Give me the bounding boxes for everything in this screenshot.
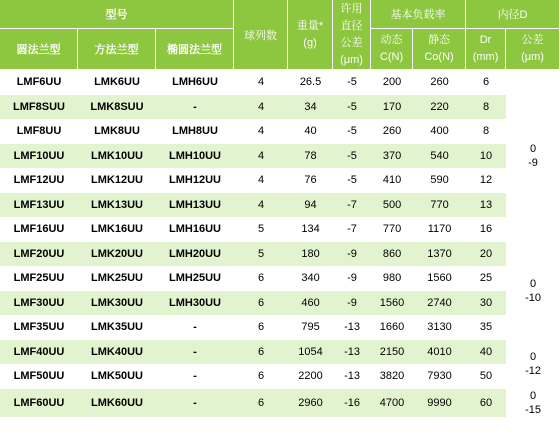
round-flange-cell: LMF8UU	[0, 119, 78, 144]
square-flange-cell: LMK16UU	[78, 217, 156, 242]
dr-cell: 6	[466, 70, 506, 95]
oval-flange-cell: -	[156, 95, 234, 120]
tolerance-lower: -15	[525, 403, 541, 416]
eccentricity-cell: -5	[333, 144, 371, 169]
oval-flange-cell: LMH6UU	[156, 70, 234, 95]
dynamic-load-cell: 200	[371, 70, 413, 95]
tolerance-lower: -12	[525, 365, 541, 377]
static-load-cell: 7930	[413, 364, 466, 389]
eccentricity-cell: -9	[333, 266, 371, 291]
dynamic-load-cell: 1560	[371, 291, 413, 316]
dynamic-load-cell: 410	[371, 168, 413, 193]
table-row	[0, 266, 560, 291]
eccentricity-unit: (μm)	[340, 53, 363, 66]
dynamic-load-cell: 3820	[371, 364, 413, 389]
dynamic-load-cell: 500	[371, 193, 413, 218]
dr-cell: 8	[466, 119, 506, 144]
static-load-cell: 9990	[413, 389, 466, 417]
square-flange-cell: LMK20UU	[78, 242, 156, 267]
eccentricity-cell: -13	[333, 315, 371, 340]
weight-cell: 94	[288, 193, 333, 218]
tolerance-lower: -9	[528, 156, 538, 169]
square-flange-cell: LMK50UU	[78, 364, 156, 389]
round-flange-cell: LMF13UU	[0, 193, 78, 218]
eccentricity-cell: -7	[333, 193, 371, 218]
oval-flange-cell: LMH30UU	[156, 291, 234, 316]
eccentricity-cell: -7	[333, 217, 371, 242]
table-row	[0, 315, 560, 340]
eccentricity-cell: -5	[333, 168, 371, 193]
round-flange-header: 圆法兰型	[0, 29, 78, 70]
eccentricity-cell: -9	[333, 242, 371, 267]
dr-cell: 8	[466, 95, 506, 120]
table-row	[0, 217, 560, 242]
weight-cell: 1054	[288, 340, 333, 365]
round-flange-cell: LMF25UU	[0, 266, 78, 291]
weight-cell: 460	[288, 291, 333, 316]
round-flange-cell: LMF40UU	[0, 340, 78, 365]
square-flange-cell: LMK13UU	[78, 193, 156, 218]
eccentricity-cell: -16	[333, 389, 371, 417]
tolerance-upper: 0	[529, 277, 537, 290]
ball-rows-cell: 4	[234, 168, 288, 193]
round-flange-cell: LMF20UU	[0, 242, 78, 267]
square-flange-cell: LMK10UU	[78, 144, 156, 169]
tolerance-label: 公差	[521, 34, 544, 46]
ball-rows-cell: 4	[234, 95, 288, 120]
table-row	[0, 144, 560, 169]
square-flange-header: 方法兰型	[78, 29, 156, 70]
dr-cell: 35	[466, 315, 506, 340]
static-load-cell: 2740	[413, 291, 466, 316]
oval-flange-cell: LMH13UU	[156, 193, 234, 218]
table-row	[0, 193, 560, 218]
weight-cell: 76	[288, 168, 333, 193]
weight-cell: 2960	[288, 389, 333, 417]
oval-flange-cell: -	[156, 340, 234, 365]
table-row	[0, 364, 560, 389]
weight-cell: 34	[288, 95, 333, 120]
square-flange-cell: LMK25UU	[78, 266, 156, 291]
square-flange-cell: LMK8SUU	[78, 95, 156, 120]
dr-cell: 10	[466, 144, 506, 169]
oval-flange-cell: LMH25UU	[156, 266, 234, 291]
square-flange-cell: LMK40UU	[78, 340, 156, 365]
static-load-cell: 220	[413, 95, 466, 120]
round-flange-cell: LMF8SUU	[0, 95, 78, 120]
round-flange-cell: LMF10UU	[0, 144, 78, 169]
eccentricity-header	[333, 0, 371, 70]
oval-flange-cell: LMH16UU	[156, 217, 234, 242]
static-load-cell: 1370	[413, 242, 466, 267]
weight-cell: 340	[288, 266, 333, 291]
dynamic-load-cell: 2150	[371, 340, 413, 365]
table-row	[0, 291, 560, 316]
dynamic-load-header	[371, 29, 413, 70]
static-load-cell: 260	[413, 70, 466, 95]
ball-rows-cell: 5	[234, 217, 288, 242]
dr-header	[466, 29, 506, 70]
static-load-cell: 540	[413, 144, 466, 169]
weight-cell: 26.5	[288, 70, 333, 95]
dr-unit: (mm)	[472, 51, 499, 63]
dr-cell: 30	[466, 291, 506, 316]
load-rating-header: 基本负载率	[371, 0, 466, 29]
eccentricity-label-2: 直径	[340, 19, 363, 32]
dr-cell: 20	[466, 242, 506, 267]
eccentricity-label-3: 公差	[340, 36, 363, 49]
ball-rows-cell: 6	[234, 340, 288, 365]
ball-rows-cell: 4	[234, 119, 288, 144]
weight-cell: 40	[288, 119, 333, 144]
oval-flange-cell: LMH20UU	[156, 242, 234, 267]
ball-rows-cell: 6	[234, 364, 288, 389]
round-flange-cell: LMF6UU	[0, 70, 78, 95]
table-row	[0, 70, 560, 95]
static-load-cell: 1170	[413, 217, 466, 242]
eccentricity-cell: -13	[333, 340, 371, 365]
tolerance-cell	[506, 340, 560, 389]
dynamic-load-cell: 980	[371, 266, 413, 291]
weight-header	[288, 0, 333, 70]
eccentricity-label-1: 许用	[340, 2, 363, 15]
oval-flange-cell: LMH12UU	[156, 168, 234, 193]
static-load-cell: 3130	[413, 315, 466, 340]
ball-rows-cell: 6	[234, 266, 288, 291]
eccentricity-cell: -5	[333, 70, 371, 95]
model-header: 型号	[0, 0, 234, 29]
square-flange-cell: LMK30UU	[78, 291, 156, 316]
round-flange-cell: LMF60UU	[0, 389, 78, 417]
round-flange-cell: LMF30UU	[0, 291, 78, 316]
tolerance-cell	[506, 242, 560, 340]
square-flange-cell: LMK6UU	[78, 70, 156, 95]
square-flange-cell: LMK8UU	[78, 119, 156, 144]
dynamic-load-cell: 370	[371, 144, 413, 169]
static-load-header	[413, 29, 466, 70]
oval-flange-cell: LMH8UU	[156, 119, 234, 144]
ball-rows-cell: 4	[234, 193, 288, 218]
dynamic-load-cell: 4700	[371, 389, 413, 417]
eccentricity-cell: -5	[333, 95, 371, 120]
weight-cell: 78	[288, 144, 333, 169]
weight-label: 重量*	[296, 19, 324, 32]
static-load-cell: 4010	[413, 340, 466, 365]
dr-cell: 12	[466, 168, 506, 193]
table-row	[0, 340, 560, 365]
dr-cell: 50	[466, 364, 506, 389]
ball-rows-header: 球列数	[234, 0, 288, 70]
tolerance-upper: 0	[529, 142, 537, 155]
table-row	[0, 95, 560, 120]
static-label: 静态	[428, 34, 451, 46]
round-flange-cell: LMF35UU	[0, 315, 78, 340]
table-row	[0, 119, 560, 144]
static-unit: Co(N)	[424, 51, 454, 63]
dynamic-load-cell: 1660	[371, 315, 413, 340]
oval-flange-cell: -	[156, 389, 234, 417]
oval-flange-cell: -	[156, 364, 234, 389]
dynamic-load-cell: 170	[371, 95, 413, 120]
ball-rows-cell: 5	[234, 242, 288, 267]
eccentricity-cell: -5	[333, 119, 371, 144]
ball-rows-cell: 4	[234, 70, 288, 95]
tolerance-cell	[506, 70, 560, 242]
ball-rows-cell: 4	[234, 144, 288, 169]
weight-cell: 180	[288, 242, 333, 267]
table-row	[0, 389, 560, 417]
tolerance-cell	[506, 389, 560, 417]
oval-flange-cell: -	[156, 315, 234, 340]
dr-cell: 13	[466, 193, 506, 218]
eccentricity-cell: -9	[333, 291, 371, 316]
dynamic-load-cell: 860	[371, 242, 413, 267]
weight-cell: 2200	[288, 364, 333, 389]
tolerance-unit: (μm)	[521, 51, 544, 63]
tolerance-upper: 0	[529, 351, 537, 363]
tolerance-lower: -10	[525, 291, 541, 304]
round-flange-cell: LMF50UU	[0, 364, 78, 389]
dynamic-label: 动态	[380, 34, 403, 46]
eccentricity-cell: -13	[333, 364, 371, 389]
dr-cell: 40	[466, 340, 506, 365]
oval-flange-cell: LMH10UU	[156, 144, 234, 169]
ball-rows-cell: 6	[234, 315, 288, 340]
round-flange-cell: LMF16UU	[0, 217, 78, 242]
table-row	[0, 242, 560, 267]
static-load-cell: 590	[413, 168, 466, 193]
dr-cell: 16	[466, 217, 506, 242]
dynamic-load-cell: 770	[371, 217, 413, 242]
dynamic-load-cell: 260	[371, 119, 413, 144]
dr-cell: 25	[466, 266, 506, 291]
table-body	[0, 70, 560, 417]
dr-label: Dr	[479, 34, 492, 46]
table-row	[0, 168, 560, 193]
tolerance-upper: 0	[529, 389, 537, 402]
dr-cell: 60	[466, 389, 506, 417]
oval-flange-header: 椭圆法兰型	[156, 29, 234, 70]
inner-diameter-header: 内径D	[466, 0, 560, 29]
static-load-cell: 1560	[413, 266, 466, 291]
weight-cell: 134	[288, 217, 333, 242]
dynamic-unit: C(N)	[379, 51, 404, 63]
weight-unit: (g)	[303, 36, 317, 49]
tolerance-header	[506, 29, 560, 70]
static-load-cell: 400	[413, 119, 466, 144]
square-flange-cell: LMK35UU	[78, 315, 156, 340]
ball-rows-cell: 6	[234, 389, 288, 417]
ball-rows-cell: 6	[234, 291, 288, 316]
round-flange-cell: LMF12UU	[0, 168, 78, 193]
weight-cell: 795	[288, 315, 333, 340]
table-header	[0, 0, 560, 70]
static-load-cell: 770	[413, 193, 466, 218]
square-flange-cell: LMK12UU	[78, 168, 156, 193]
square-flange-cell: LMK60UU	[78, 389, 156, 417]
